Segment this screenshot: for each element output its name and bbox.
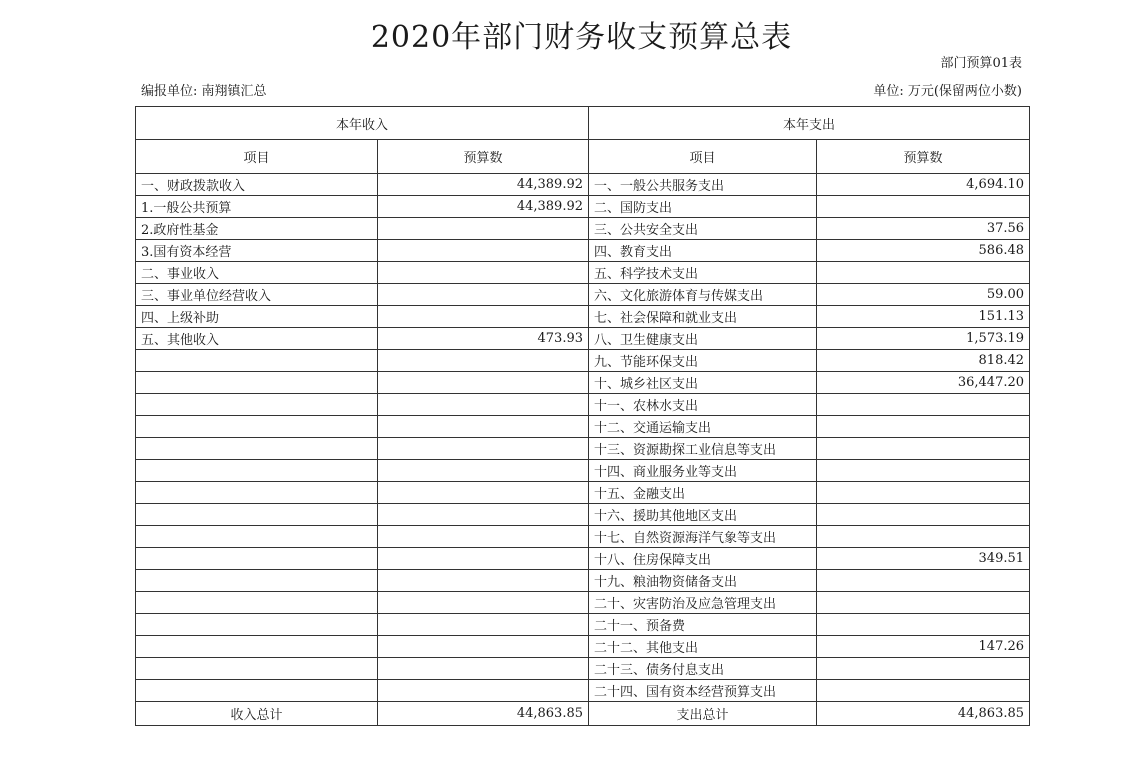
income-item-cell: 二、事业收入	[136, 262, 378, 284]
expense-item-cell: 二十三、债务付息支出	[589, 658, 817, 680]
table-row	[136, 218, 1030, 240]
expense-value-cell: 4,694.10	[817, 174, 1030, 196]
income-item-cell	[136, 570, 378, 592]
income-item-cell	[136, 658, 378, 680]
unit-note: 单位: 万元(保留两位小数)	[873, 84, 1022, 99]
expense-item-cell: 三、公共安全支出	[589, 218, 817, 240]
expense-total-label: 支出总计	[589, 702, 817, 726]
income-item-cell	[136, 526, 378, 548]
table-row	[136, 284, 1030, 306]
expense-value-cell: 37.56	[817, 218, 1030, 240]
totals-row	[136, 702, 1030, 726]
income-item-cell: 四、上级补助	[136, 306, 378, 328]
income-value-cell	[378, 394, 589, 416]
table-row	[136, 504, 1030, 526]
expense-value-cell	[817, 196, 1030, 218]
expense-item-cell: 十九、粮油物资储备支出	[589, 570, 817, 592]
expense-item-cell: 十四、商业服务业等支出	[589, 460, 817, 482]
table-row	[136, 482, 1030, 504]
expense-item-cell: 四、教育支出	[589, 240, 817, 262]
income-item-cell	[136, 592, 378, 614]
income-value-cell	[378, 482, 589, 504]
income-budget-header: 预算数	[378, 140, 589, 174]
income-value-cell	[378, 262, 589, 284]
expense-item-cell: 十五、金融支出	[589, 482, 817, 504]
expense-item-cell: 十六、援助其他地区支出	[589, 504, 817, 526]
table-row	[136, 636, 1030, 658]
income-value-cell	[378, 372, 589, 394]
table-row	[136, 526, 1030, 548]
income-item-cell	[136, 394, 378, 416]
expense-item-cell: 十二、交通运输支出	[589, 416, 817, 438]
income-value-cell: 44,389.92	[378, 174, 589, 196]
expense-value-cell: 1,573.19	[817, 328, 1030, 350]
expense-value-cell	[817, 570, 1030, 592]
table-row	[136, 394, 1030, 416]
column-header-row	[136, 140, 1030, 174]
income-item-cell: 五、其他收入	[136, 328, 378, 350]
income-value-cell: 473.93	[378, 328, 589, 350]
expense-value-cell	[817, 416, 1030, 438]
income-value-cell	[378, 526, 589, 548]
expense-value-cell	[817, 438, 1030, 460]
income-item-cell: 3.国有资本经营	[136, 240, 378, 262]
income-item-cell	[136, 636, 378, 658]
income-item-cell: 2.政府性基金	[136, 218, 378, 240]
expense-value-cell	[817, 262, 1030, 284]
page-title: 2020年部门财务收支预算总表	[370, 20, 793, 55]
income-item-cell	[136, 416, 378, 438]
table-row	[136, 328, 1030, 350]
table-row	[136, 306, 1030, 328]
table-row	[136, 174, 1030, 196]
table-row	[136, 196, 1030, 218]
income-value-cell	[378, 636, 589, 658]
income-value-cell: 44,389.92	[378, 196, 589, 218]
section-header-row	[136, 107, 1030, 140]
income-item-cell: 1.一般公共预算	[136, 196, 378, 218]
income-value-cell	[378, 504, 589, 526]
table-row	[136, 416, 1030, 438]
income-item-cell	[136, 680, 378, 702]
expense-item-cell: 二十二、其他支出	[589, 636, 817, 658]
expense-item-cell: 十三、资源勘探工业信息等支出	[589, 438, 817, 460]
expense-item-cell: 二、国防支出	[589, 196, 817, 218]
expense-value-cell	[817, 680, 1030, 702]
expense-item-cell: 六、文化旅游体育与传媒支出	[589, 284, 817, 306]
table-row	[136, 592, 1030, 614]
expense-value-cell	[817, 658, 1030, 680]
income-value-cell	[378, 548, 589, 570]
income-item-cell	[136, 372, 378, 394]
income-value-cell	[378, 284, 589, 306]
income-item-header: 项目	[136, 140, 378, 174]
expense-value-cell	[817, 394, 1030, 416]
income-value-cell	[378, 570, 589, 592]
expense-total-value: 44,863.85	[817, 702, 1030, 726]
expense-item-cell: 二十、灾害防治及应急管理支出	[589, 592, 817, 614]
expense-section-header: 本年支出	[589, 107, 1030, 140]
table-row	[136, 372, 1030, 394]
expense-value-cell: 151.13	[817, 306, 1030, 328]
income-item-cell	[136, 482, 378, 504]
expense-value-cell: 349.51	[817, 548, 1030, 570]
expense-item-cell: 九、节能环保支出	[589, 350, 817, 372]
income-value-cell	[378, 240, 589, 262]
form-number: 部门预算01表	[940, 56, 1022, 71]
expense-value-cell: 59.00	[817, 284, 1030, 306]
expense-value-cell	[817, 592, 1030, 614]
income-item-cell	[136, 614, 378, 636]
expense-value-cell: 147.26	[817, 636, 1030, 658]
table-row	[136, 350, 1030, 372]
income-item-cell	[136, 548, 378, 570]
expense-item-cell: 七、社会保障和就业支出	[589, 306, 817, 328]
expense-item-cell: 十八、住房保障支出	[589, 548, 817, 570]
expense-value-cell	[817, 504, 1030, 526]
income-value-cell	[378, 218, 589, 240]
income-value-cell	[378, 350, 589, 372]
expense-item-cell: 十七、自然资源海洋气象等支出	[589, 526, 817, 548]
income-value-cell	[378, 460, 589, 482]
income-item-cell	[136, 504, 378, 526]
budget-table	[135, 106, 1030, 726]
expense-item-cell: 十、城乡社区支出	[589, 372, 817, 394]
income-section-header: 本年收入	[136, 107, 589, 140]
expense-value-cell	[817, 482, 1030, 504]
table-row	[136, 240, 1030, 262]
income-total-value: 44,863.85	[378, 702, 589, 726]
expense-item-cell: 五、科学技术支出	[589, 262, 817, 284]
table-row	[136, 460, 1030, 482]
expense-item-cell: 十一、农林水支出	[589, 394, 817, 416]
income-value-cell	[378, 658, 589, 680]
table-row	[136, 548, 1030, 570]
income-item-cell	[136, 438, 378, 460]
expense-item-cell: 八、卫生健康支出	[589, 328, 817, 350]
table-row	[136, 614, 1030, 636]
income-value-cell	[378, 592, 589, 614]
expense-value-cell: 818.42	[817, 350, 1030, 372]
reporting-unit: 编报单位: 南翔镇汇总	[141, 84, 267, 99]
income-item-cell	[136, 350, 378, 372]
income-value-cell	[378, 438, 589, 460]
expense-value-cell	[817, 460, 1030, 482]
income-item-cell	[136, 460, 378, 482]
income-item-cell: 三、事业单位经营收入	[136, 284, 378, 306]
expense-budget-header: 预算数	[817, 140, 1030, 174]
expense-value-cell: 586.48	[817, 240, 1030, 262]
income-value-cell	[378, 680, 589, 702]
table-row	[136, 680, 1030, 702]
expense-value-cell	[817, 526, 1030, 548]
expense-item-cell: 一、一般公共服务支出	[589, 174, 817, 196]
income-value-cell	[378, 306, 589, 328]
expense-value-cell	[817, 614, 1030, 636]
income-value-cell	[378, 416, 589, 438]
table-row	[136, 438, 1030, 460]
table-row	[136, 570, 1030, 592]
table-row	[136, 262, 1030, 284]
expense-value-cell: 36,447.20	[817, 372, 1030, 394]
expense-item-cell: 二十一、预备费	[589, 614, 817, 636]
expense-item-header: 项目	[589, 140, 817, 174]
income-total-label: 收入总计	[136, 702, 378, 726]
income-value-cell	[378, 614, 589, 636]
income-item-cell: 一、财政拨款收入	[136, 174, 378, 196]
table-row	[136, 658, 1030, 680]
expense-item-cell: 二十四、国有资本经营预算支出	[589, 680, 817, 702]
